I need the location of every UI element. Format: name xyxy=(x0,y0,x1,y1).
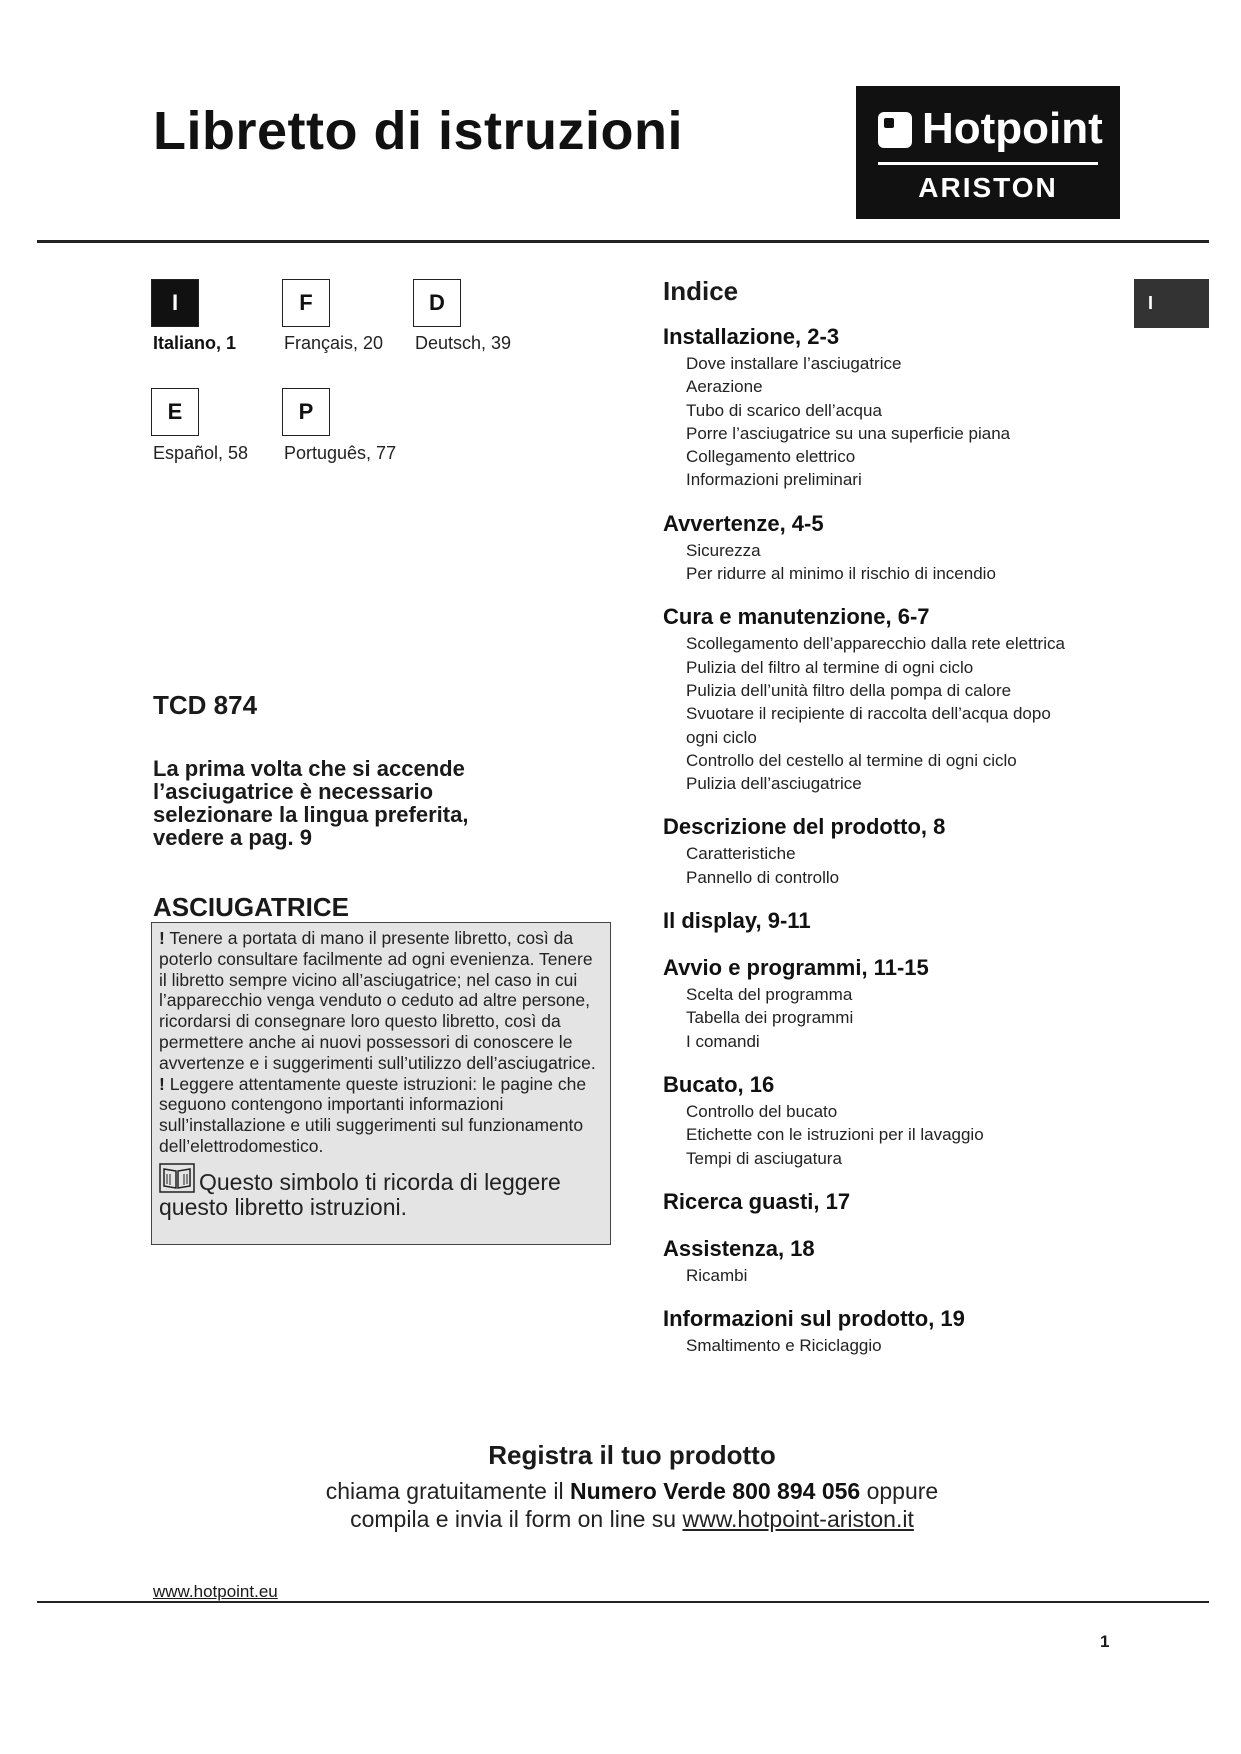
toc-item[interactable]: Smaltimento e Riciclaggio xyxy=(686,1336,882,1356)
toc-item[interactable]: Controllo del bucato xyxy=(686,1101,838,1121)
toc-item[interactable]: Etichette con le istruzioni per il lavaggio xyxy=(686,1125,984,1145)
toc-item[interactable]: Sicurezza xyxy=(686,540,761,560)
lang-label-portugues[interactable]: Português, 77 xyxy=(284,443,397,463)
toc-section-title[interactable]: Avvertenze, 4-5 xyxy=(663,510,824,536)
toc-item[interactable]: ogni ciclo xyxy=(686,727,757,747)
toc-section-title[interactable]: Il display, 9-11 xyxy=(663,908,811,934)
lang-label-francais[interactable]: Français, 20 xyxy=(284,333,384,353)
toc-section xyxy=(663,322,1133,492)
lang-box-italiano[interactable]: I xyxy=(151,279,199,327)
note-paragraph-2: ricordarsi di consegnare loro questo libretto, così da permettere anche ai nuovi possessori di conoscere le avvertenze e i suggerimenti sull’utilizzo dell’asciugatrice. xyxy=(159,1011,596,1073)
toc-item[interactable]: Caratteristiche xyxy=(686,844,796,864)
toc-item[interactable]: Pulizia del filtro al termine di ogni ciclo xyxy=(686,657,974,677)
toc-section xyxy=(663,602,1133,795)
note-p1-text: Tenere a portata di mano il presente libretto, così da poterlo consultare facilmente ad ogni evenienza. Tenere il libretto sempre vicino all’asciugatrice; nel caso in cui l’apparecchio venga venduto o ceduto ad altre persone, xyxy=(159,928,593,1011)
page-number: 1 xyxy=(1100,1632,1110,1651)
language-tab: I xyxy=(1134,279,1209,328)
footer-website-link[interactable]: www.hotpoint.eu xyxy=(153,1582,278,1601)
index-title: Indice xyxy=(663,276,739,306)
toc-section-title[interactable]: Installazione, 2-3 xyxy=(663,324,840,349)
toc-item[interactable]: Porre l’asciugatrice su una superficie piana xyxy=(686,423,1011,443)
logo-divider xyxy=(878,162,1098,165)
toc-item[interactable]: Per ridurre al minimo il rischio di incendio xyxy=(686,564,996,584)
logo-sub-text: ARISTON xyxy=(918,172,1058,203)
section-heading: ASCIUGATRICE xyxy=(153,892,349,922)
toc-section xyxy=(663,1304,1133,1357)
lang-box-espanol[interactable]: E xyxy=(151,388,199,436)
book-symbol-line xyxy=(159,1163,603,1218)
register-line1-post: oppure xyxy=(866,1478,939,1504)
logo-mark-icon xyxy=(878,112,912,148)
exclamation-icon: ! xyxy=(159,1073,165,1094)
toc-item[interactable]: Scollegamento dell’apparecchio dalla rete elettrica xyxy=(686,634,1065,654)
register-title: Registra il tuo prodotto xyxy=(488,1440,776,1470)
logo-brand-text: Hotpoint xyxy=(922,104,1103,153)
toc-item[interactable]: Tempi di asciugatura xyxy=(686,1148,842,1168)
toc-section xyxy=(663,1187,1133,1217)
brand-logo xyxy=(856,86,1120,219)
note-paragraph-1 xyxy=(159,928,603,1011)
toc-item[interactable]: Ricambi xyxy=(686,1265,748,1285)
toc-item[interactable]: Pulizia dell’asciugatrice xyxy=(686,774,862,794)
toc-section-title[interactable]: Informazioni sul prodotto, 19 xyxy=(663,1306,965,1332)
toc-section-title[interactable]: Cura e manutenzione, 6-7 xyxy=(663,604,930,630)
lang-label-italiano[interactable]: Italiano, 1 xyxy=(153,333,237,353)
toc-section-title[interactable]: Descrizione del prodotto, 8 xyxy=(663,814,946,840)
lang-box-portugues[interactable]: P xyxy=(282,388,330,436)
book-icon xyxy=(159,1163,195,1196)
toc-item[interactable]: Tubo di scarico dell’acqua xyxy=(686,400,882,420)
register-website-link[interactable]: www.hotpoint-ariston.it xyxy=(682,1506,914,1532)
toc-section-title[interactable]: Assistenza, 18 xyxy=(663,1235,815,1261)
toc-item[interactable]: Scelta del programma xyxy=(686,985,853,1005)
note-p3-text: Leggere attentamente queste istruzioni: le pagine che seguono contengono importanti informazioni sull’installazione e utili suggerimenti sul funzionamento dell’elettrodomestico. xyxy=(159,1073,587,1156)
toc-item[interactable]: Aerazione xyxy=(686,377,763,397)
model-number: TCD 874 xyxy=(153,690,258,720)
toc-item[interactable]: Controllo del cestello al termine di ogni ciclo xyxy=(686,750,1017,770)
book-symbol-text: Questo simbolo ti ricorda di leggere questo libretto istruzioni. xyxy=(159,1168,561,1220)
toc-section xyxy=(663,812,1133,889)
safety-note-box xyxy=(151,922,611,1245)
toc-item[interactable]: Dove installare l’asciugatrice xyxy=(686,354,902,373)
toc-section-title[interactable]: Ricerca guasti, 17 xyxy=(663,1188,851,1214)
toc-section-title[interactable]: Avvio e programmi, 11-15 xyxy=(663,955,929,981)
register-line-1 xyxy=(0,1478,1241,1505)
toc-section xyxy=(663,1234,1133,1287)
toc-section xyxy=(663,1070,1133,1170)
toc-section xyxy=(663,509,1133,586)
lang-box-deutsch[interactable]: D xyxy=(413,279,461,327)
toll-free-number: Numero Verde 800 894 056 xyxy=(569,1478,861,1504)
exclamation-icon: ! xyxy=(159,928,165,948)
register-line1-pre: chiama gratuitamente il xyxy=(325,1478,564,1504)
register-line-2 xyxy=(0,1506,1241,1533)
toc-item[interactable]: I comandi xyxy=(686,1031,760,1051)
lang-label-deutsch[interactable]: Deutsch, 39 xyxy=(415,333,512,353)
footer-rule xyxy=(37,1601,1209,1603)
toc-item[interactable]: Tabella dei programmi xyxy=(686,1008,854,1028)
register-line2-pre: compila e invia il form on line su xyxy=(350,1506,677,1532)
toc-item[interactable]: Svuotare il recipiente di raccolta dell’acqua dopo xyxy=(686,704,1051,724)
page-title: Libretto di istruzioni xyxy=(153,101,683,161)
header-rule xyxy=(37,240,1209,243)
toc-item[interactable]: Pannello di controllo xyxy=(686,867,840,887)
toc-section-title[interactable]: Bucato, 16 xyxy=(663,1071,775,1097)
lang-label-espanol[interactable]: Español, 58 xyxy=(153,443,249,463)
note-paragraph-3 xyxy=(159,1074,603,1157)
toc-item[interactable]: Informazioni preliminari xyxy=(686,470,862,490)
toc-item[interactable]: Pulizia dell’unità filtro della pompa di calore xyxy=(686,680,1012,700)
toc-section xyxy=(663,906,1133,936)
lang-box-francais[interactable]: F xyxy=(282,279,330,327)
toc-section xyxy=(663,953,1133,1053)
toc-item[interactable]: Collegamento elettrico xyxy=(686,447,856,467)
table-of-contents xyxy=(663,322,1133,1374)
first-time-note: La prima volta che si accende l’asciugatrice è necessario selezionare la lingua preferita, vedere a pag. 9 xyxy=(153,756,469,850)
